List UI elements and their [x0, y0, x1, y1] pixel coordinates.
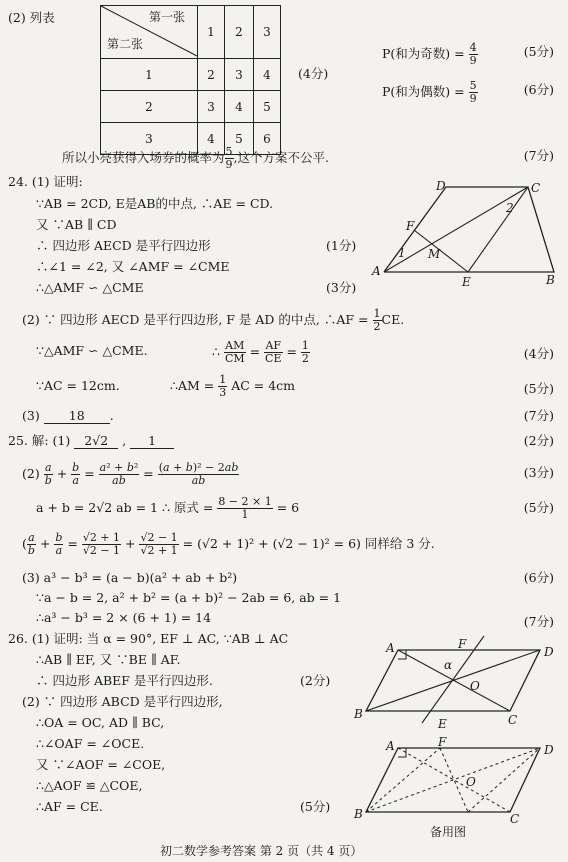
q25-part3-line-3-score: (7分) — [523, 614, 554, 629]
q24-line-5: ∴△AMF ∽ △CME — [36, 280, 144, 295]
table-cell: 3 — [225, 59, 254, 91]
q24-part3-label: (3) — [22, 408, 40, 423]
frac-num: AM — [225, 339, 245, 352]
q26-line-5: ∴OA = OC, AD ∥ BC, — [36, 715, 165, 730]
q26-line-8: ∴△AOF ≌ △COE, — [36, 778, 143, 793]
q24-line-3: ∴ 四边形 AECD 是平行四边形 — [36, 238, 211, 253]
frac-num: 5 — [469, 79, 477, 92]
q25-line-2-result: = 6 — [276, 500, 300, 516]
frac-den: 9 — [469, 92, 477, 106]
fig26b-label-a: A — [386, 739, 395, 753]
frac-num: 1 — [373, 307, 381, 320]
fig26b-label-b: B — [354, 807, 363, 821]
conclusion-post: ,这个方案不公平. — [233, 150, 329, 166]
fig26-label-d: D — [544, 645, 554, 659]
table-cell: 4 — [198, 123, 225, 155]
q25-answer-2: 1 — [130, 435, 174, 449]
am-pre: ∴AM = — [170, 378, 215, 394]
table-cell: 5 — [254, 91, 281, 123]
fig26-label-alpha: α — [444, 658, 453, 672]
q25-part3-score: (6分) — [523, 570, 554, 585]
frac-den: 1 — [241, 508, 249, 522]
therefore-symbol: ∴ — [212, 344, 220, 360]
q24-part3: (3) 18 . — [22, 408, 114, 423]
fig26-label-b: B — [354, 707, 363, 721]
q26-line-1: 26. (1) 证明: 当 α = 90°, EF ⊥ AC, ∵AB ⊥ AC — [8, 631, 289, 646]
q26-line-3: ∴ 四边形 ABEF 是平行四边形. — [36, 673, 213, 688]
fig24-label-m: M — [428, 247, 441, 261]
frac-num: 1 — [301, 339, 309, 352]
q25-part1-score: (2分) — [523, 433, 554, 448]
frac-den: 3 — [219, 386, 227, 400]
page-footer: 初二数学参考答案 第 2 页（共 4 页） — [160, 844, 363, 858]
q25-alt-tail: = (√2 + 1)² + (√2 − 1)² = 6) 同样给 3 分. — [182, 536, 435, 552]
q24-line-3-score: (1分) — [326, 238, 357, 253]
frac-den: CE — [265, 352, 282, 366]
conclusion-score: (7分) — [523, 148, 554, 163]
q24-line-2: 又 ∵AB ∥ CD — [36, 217, 117, 232]
frac-num: 5 — [225, 145, 233, 158]
q25-part2-expr: (2) $\frac{a}{b}$ + $\frac{b}{a}$ = $\frac{\text{a² + b²}}{ab}$ = $\frac{\text{(a + b)² − 2ab}}{ab}$ — [22, 461, 239, 488]
conclusion-pre: 所以小亮获得入场券的概率为 — [62, 150, 225, 166]
p-even-label: P(和为偶数) = — [382, 84, 465, 100]
table-row-label: 1 — [101, 59, 198, 91]
fig26-label-a: A — [386, 641, 395, 655]
q25-part2-score: (3分) — [523, 465, 554, 480]
q26-line-7: 又 ∵∠AOF = ∠COE, — [36, 757, 166, 772]
table-cell: 4 — [254, 59, 281, 91]
frac-num: 1 — [219, 373, 227, 386]
q24-heading: 24. (1) 证明: — [8, 174, 83, 189]
table-col-header: 1 — [198, 6, 225, 59]
q24-sim-line: ∵△AMF ∽ △CME. — [36, 343, 148, 358]
table-cell: 4 — [225, 91, 254, 123]
table-col-header: 3 — [254, 6, 281, 59]
q25-heading: 25. 解: (1) — [8, 433, 71, 448]
q25-part2-label: (2) — [22, 466, 40, 482]
frac-den: CM — [224, 352, 245, 366]
table-row-label: 2 — [101, 91, 198, 123]
fig24-angle-2: 2 — [506, 201, 514, 215]
fig26b-label-o: O — [466, 775, 476, 789]
table-col-header: 2 — [225, 6, 254, 59]
frac-den: 2 — [301, 352, 309, 366]
frac-num: 4 — [469, 41, 477, 54]
table-header-left: 第二张 — [107, 37, 144, 51]
p-odd-score: (5分) — [523, 44, 554, 59]
q24-part2-text: (2) ∵ 四边形 AECD 是平行四边形, F 是 AD 的中点, ∴AF = — [22, 312, 369, 328]
frac-num: 8 − 2 × 1 — [218, 495, 272, 508]
q24-part3-score: (7分) — [523, 408, 554, 423]
fig24-label-c: C — [531, 181, 541, 195]
table-cell: 5 — [225, 123, 254, 155]
fig26b-label-f: F — [438, 735, 447, 749]
q23-part2-label: (2) 列表 — [8, 10, 55, 25]
q24-ratio: ∴ $\frac{AM}{CM}$ = $\frac{AF}{CE}$ = $\frac{1}{2}$ — [212, 339, 309, 366]
fig24-label-d: D — [436, 179, 446, 193]
fig24-label-a: A — [372, 264, 381, 278]
q25-line-2-text: a + b = 2√2 ab = 1 ∴ 原式 = — [36, 500, 214, 516]
q24-line-1: ∵AB = 2CD, E是AB的中点, ∴AE = CD. — [36, 196, 274, 211]
frac-den: 9 — [225, 158, 233, 172]
fig26-label-c: C — [508, 713, 518, 727]
q24-ac-score: (5分) — [523, 381, 554, 396]
q26-line-9: ∴AF = CE. — [36, 799, 103, 814]
fig26b-label-d: D — [544, 743, 554, 757]
q26-line-6: ∴∠OAF = ∠OCE. — [36, 736, 145, 751]
q25-answer-1: 2√2 — [74, 435, 118, 449]
fig26-label-o: O — [470, 679, 480, 693]
q25-line-2-score: (5分) — [523, 500, 554, 515]
frac-den: 2 — [373, 320, 381, 334]
am-post: AC = 4cm — [231, 378, 296, 394]
frac-num: AF — [265, 339, 282, 352]
q25-alt-method: ( $\frac{a}{b}$ + $\frac{b}{a}$ = $\frac{√2 + 1}{√2 - 1}$ + $\frac{√2 - 1}{√2 + 1}$ = (√2 + 1)² + (√2 − 1)² = 6) 同样给 3 分. — [22, 531, 435, 558]
frac-den: 9 — [469, 54, 477, 68]
table-row-label: 3 — [101, 123, 198, 155]
q24-part3-answer: 18 — [44, 410, 110, 424]
fig24-label-b: B — [546, 273, 555, 287]
q25-part3-line-2: ∵a − b = 2, a² + b² = (a + b)² − 2ab = 6, ab = 1 — [36, 590, 342, 605]
table-header-top: 第一张 — [149, 10, 186, 24]
fig24-angle-1: 1 — [398, 246, 406, 260]
q24-line-5-score: (3分) — [326, 280, 357, 295]
fig24-label-e: E — [462, 275, 471, 289]
q25-part1: 25. 解: (1) 2√2 , 1 — [8, 435, 174, 449]
backup-figure-caption: 备用图 — [430, 825, 467, 839]
fig26b-label-c: C — [510, 812, 520, 826]
q26-line-2: ∴AB ∥ EF, 又 ∵BE ∥ AF. — [36, 652, 181, 667]
fig26-label-e: E — [438, 717, 447, 731]
fig26-label-f: F — [458, 637, 467, 651]
q24-sim-score: (4分) — [523, 346, 554, 361]
q26-line-3-score: (2分) — [300, 673, 331, 688]
q26-line-4: (2) ∵ 四边形 ABCD 是平行四边形, — [22, 694, 223, 709]
q24-part2-tail: CE. — [381, 312, 405, 328]
q24-ac-line: ∵AC = 12cm. — [36, 378, 120, 393]
table-score: (4分) — [298, 66, 329, 81]
fig24-label-f: F — [406, 219, 415, 233]
q24-line-4: ∴∠1 = ∠2, 又 ∠AMF = ∠CME — [36, 259, 230, 274]
p-odd-label: P(和为奇数) = — [382, 46, 465, 62]
q25-part3-line-3: ∴a³ − b³ = 2 × (6 + 1) = 14 — [36, 610, 212, 625]
p-even-score: (6分) — [523, 82, 554, 97]
table-cell: 6 — [254, 123, 281, 155]
q25-part3-line: (3) a³ − b³ = (a − b)(a² + ab + b²) — [22, 570, 238, 585]
table-cell: 3 — [198, 91, 225, 123]
table-cell: 2 — [198, 59, 225, 91]
q26-line-9-score: (5分) — [300, 799, 331, 814]
